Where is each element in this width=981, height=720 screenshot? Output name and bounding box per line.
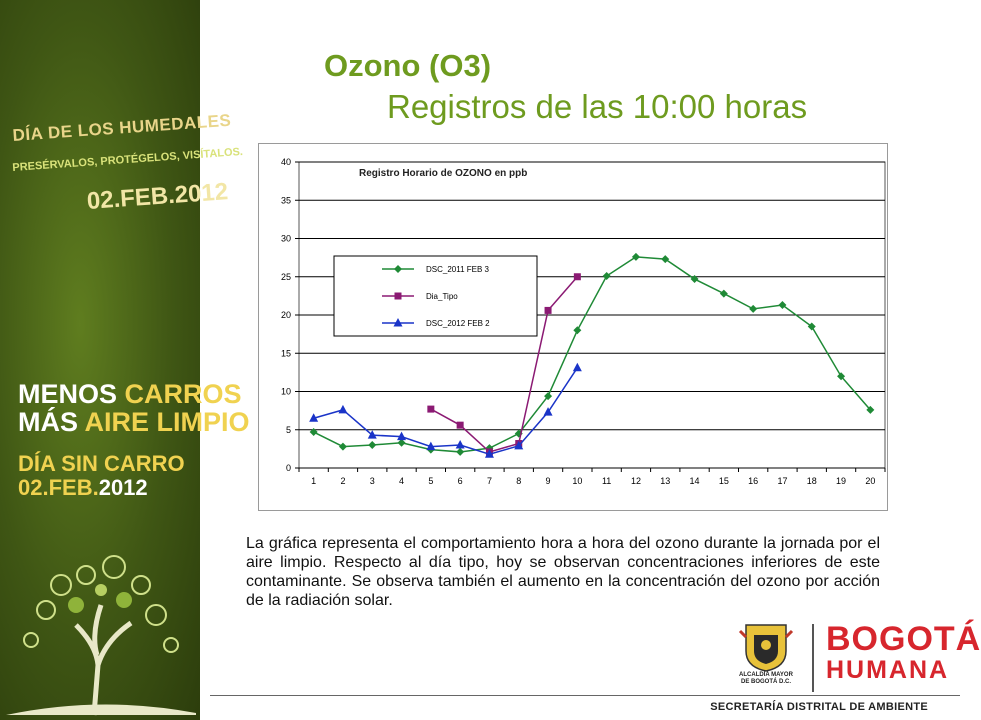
page-title: Ozono (O3) xyxy=(324,48,492,83)
x-tick-label-15: 15 xyxy=(718,476,729,486)
legend-label-dia-tipo: Dia_Tipo xyxy=(426,292,458,301)
y-tick-label-40: 40 xyxy=(280,157,291,167)
point-dia-tipo-6 xyxy=(457,422,464,429)
slogan-aire-limpio: AIRE LIMPIO xyxy=(84,407,250,437)
menos-carros-slogan xyxy=(18,380,250,436)
slogan-mas: MÁS xyxy=(18,407,78,437)
x-tick-label-2: 2 xyxy=(340,476,346,486)
alcaldia-line1: ALCALDÍA MAYOR xyxy=(739,672,793,678)
footer-divider xyxy=(210,695,960,696)
dia-sin-carro-text: DÍA SIN CARRO xyxy=(18,451,185,476)
tree-bicycles-illustration xyxy=(6,545,196,715)
x-tick-label-18: 18 xyxy=(806,476,817,486)
y-tick-label-20: 20 xyxy=(280,310,291,320)
x-tick-label-19: 19 xyxy=(836,476,847,486)
x-tick-label-16: 16 xyxy=(748,476,759,486)
dsc-date-part2: 2012 xyxy=(98,475,148,500)
point-dia-tipo-10 xyxy=(574,273,581,280)
ozone-line-chart xyxy=(259,144,887,510)
x-tick-label-1: 1 xyxy=(311,476,317,486)
footer-text: SECRETARÍA DISTRITAL DE AMBIENTE xyxy=(710,701,928,713)
point-dia-tipo-9 xyxy=(545,307,552,314)
slogan-carros: CARROS xyxy=(124,379,242,409)
alcaldia-line2: DE BOGOTÁ D.C. xyxy=(740,679,791,685)
humana-logo-text: HUMANA xyxy=(826,656,950,684)
x-tick-label-8: 8 xyxy=(516,476,522,486)
page-subtitle: Registros de las 10:00 horas xyxy=(387,88,808,125)
humedales-title: DÍA DE LOS HUMEDALES xyxy=(12,110,232,145)
chart-title: Registro Horario de OZONO en ppb xyxy=(359,168,528,179)
x-tick-label-7: 7 xyxy=(486,476,492,486)
legend-label-dsc-2012-feb-2: DSC_2012 FEB 2 xyxy=(426,319,490,328)
x-tick-label-6: 6 xyxy=(457,476,463,486)
legend-marker-dia-tipo xyxy=(395,293,402,300)
logo-divider xyxy=(812,624,814,692)
y-tick-label-25: 25 xyxy=(280,271,291,282)
slogan-menos: MENOS xyxy=(18,379,118,409)
dia-sin-carro-label xyxy=(18,452,185,500)
sidebar-banner xyxy=(0,0,250,720)
y-tick-label-10: 10 xyxy=(280,386,291,397)
y-tick-label-5: 5 xyxy=(285,424,291,435)
y-tick-label-30: 30 xyxy=(280,233,291,244)
humedales-date: 02.FEB.2012 xyxy=(86,178,229,215)
x-tick-label-5: 5 xyxy=(428,476,434,486)
chart-description: La gráfica representa el comportamiento hora a hora del ozono durante la jornada por el aire limpio. Respecto al día tipo, hoy se observan concentraciones inferiores de este contaminante. Se observa también el aumento en la concentración del ozono por acción de la radiación solar. xyxy=(246,535,880,609)
x-tick-label-13: 13 xyxy=(660,476,671,486)
x-tick-label-4: 4 xyxy=(399,476,405,486)
y-tick-label-35: 35 xyxy=(280,195,291,206)
dsc-date-part1: 02.FEB. xyxy=(18,475,99,500)
x-tick-label-10: 10 xyxy=(572,476,583,486)
y-tick-label-15: 15 xyxy=(280,348,291,359)
point-dia-tipo-5 xyxy=(427,406,434,413)
x-tick-label-11: 11 xyxy=(601,476,612,486)
bogota-logo-text: BOGOTÁ xyxy=(826,620,981,658)
chart-frame xyxy=(258,143,888,511)
x-tick-label-14: 14 xyxy=(689,476,700,486)
coat-of-arms-icon xyxy=(736,621,796,673)
x-tick-label-12: 12 xyxy=(630,476,641,486)
x-tick-label-20: 20 xyxy=(865,476,876,486)
y-tick-label-0: 0 xyxy=(285,463,291,473)
x-tick-label-9: 9 xyxy=(545,476,551,486)
alcaldia-text xyxy=(728,672,804,686)
legend-label-dsc-2011-feb-3: DSC_2011 FEB 3 xyxy=(426,265,489,274)
x-tick-label-3: 3 xyxy=(369,476,375,486)
x-tick-label-17: 17 xyxy=(777,476,788,486)
humedales-subtitle: PRESÉRVALOS, PROTÉGELOS, VISÍTALOS. xyxy=(12,145,244,174)
